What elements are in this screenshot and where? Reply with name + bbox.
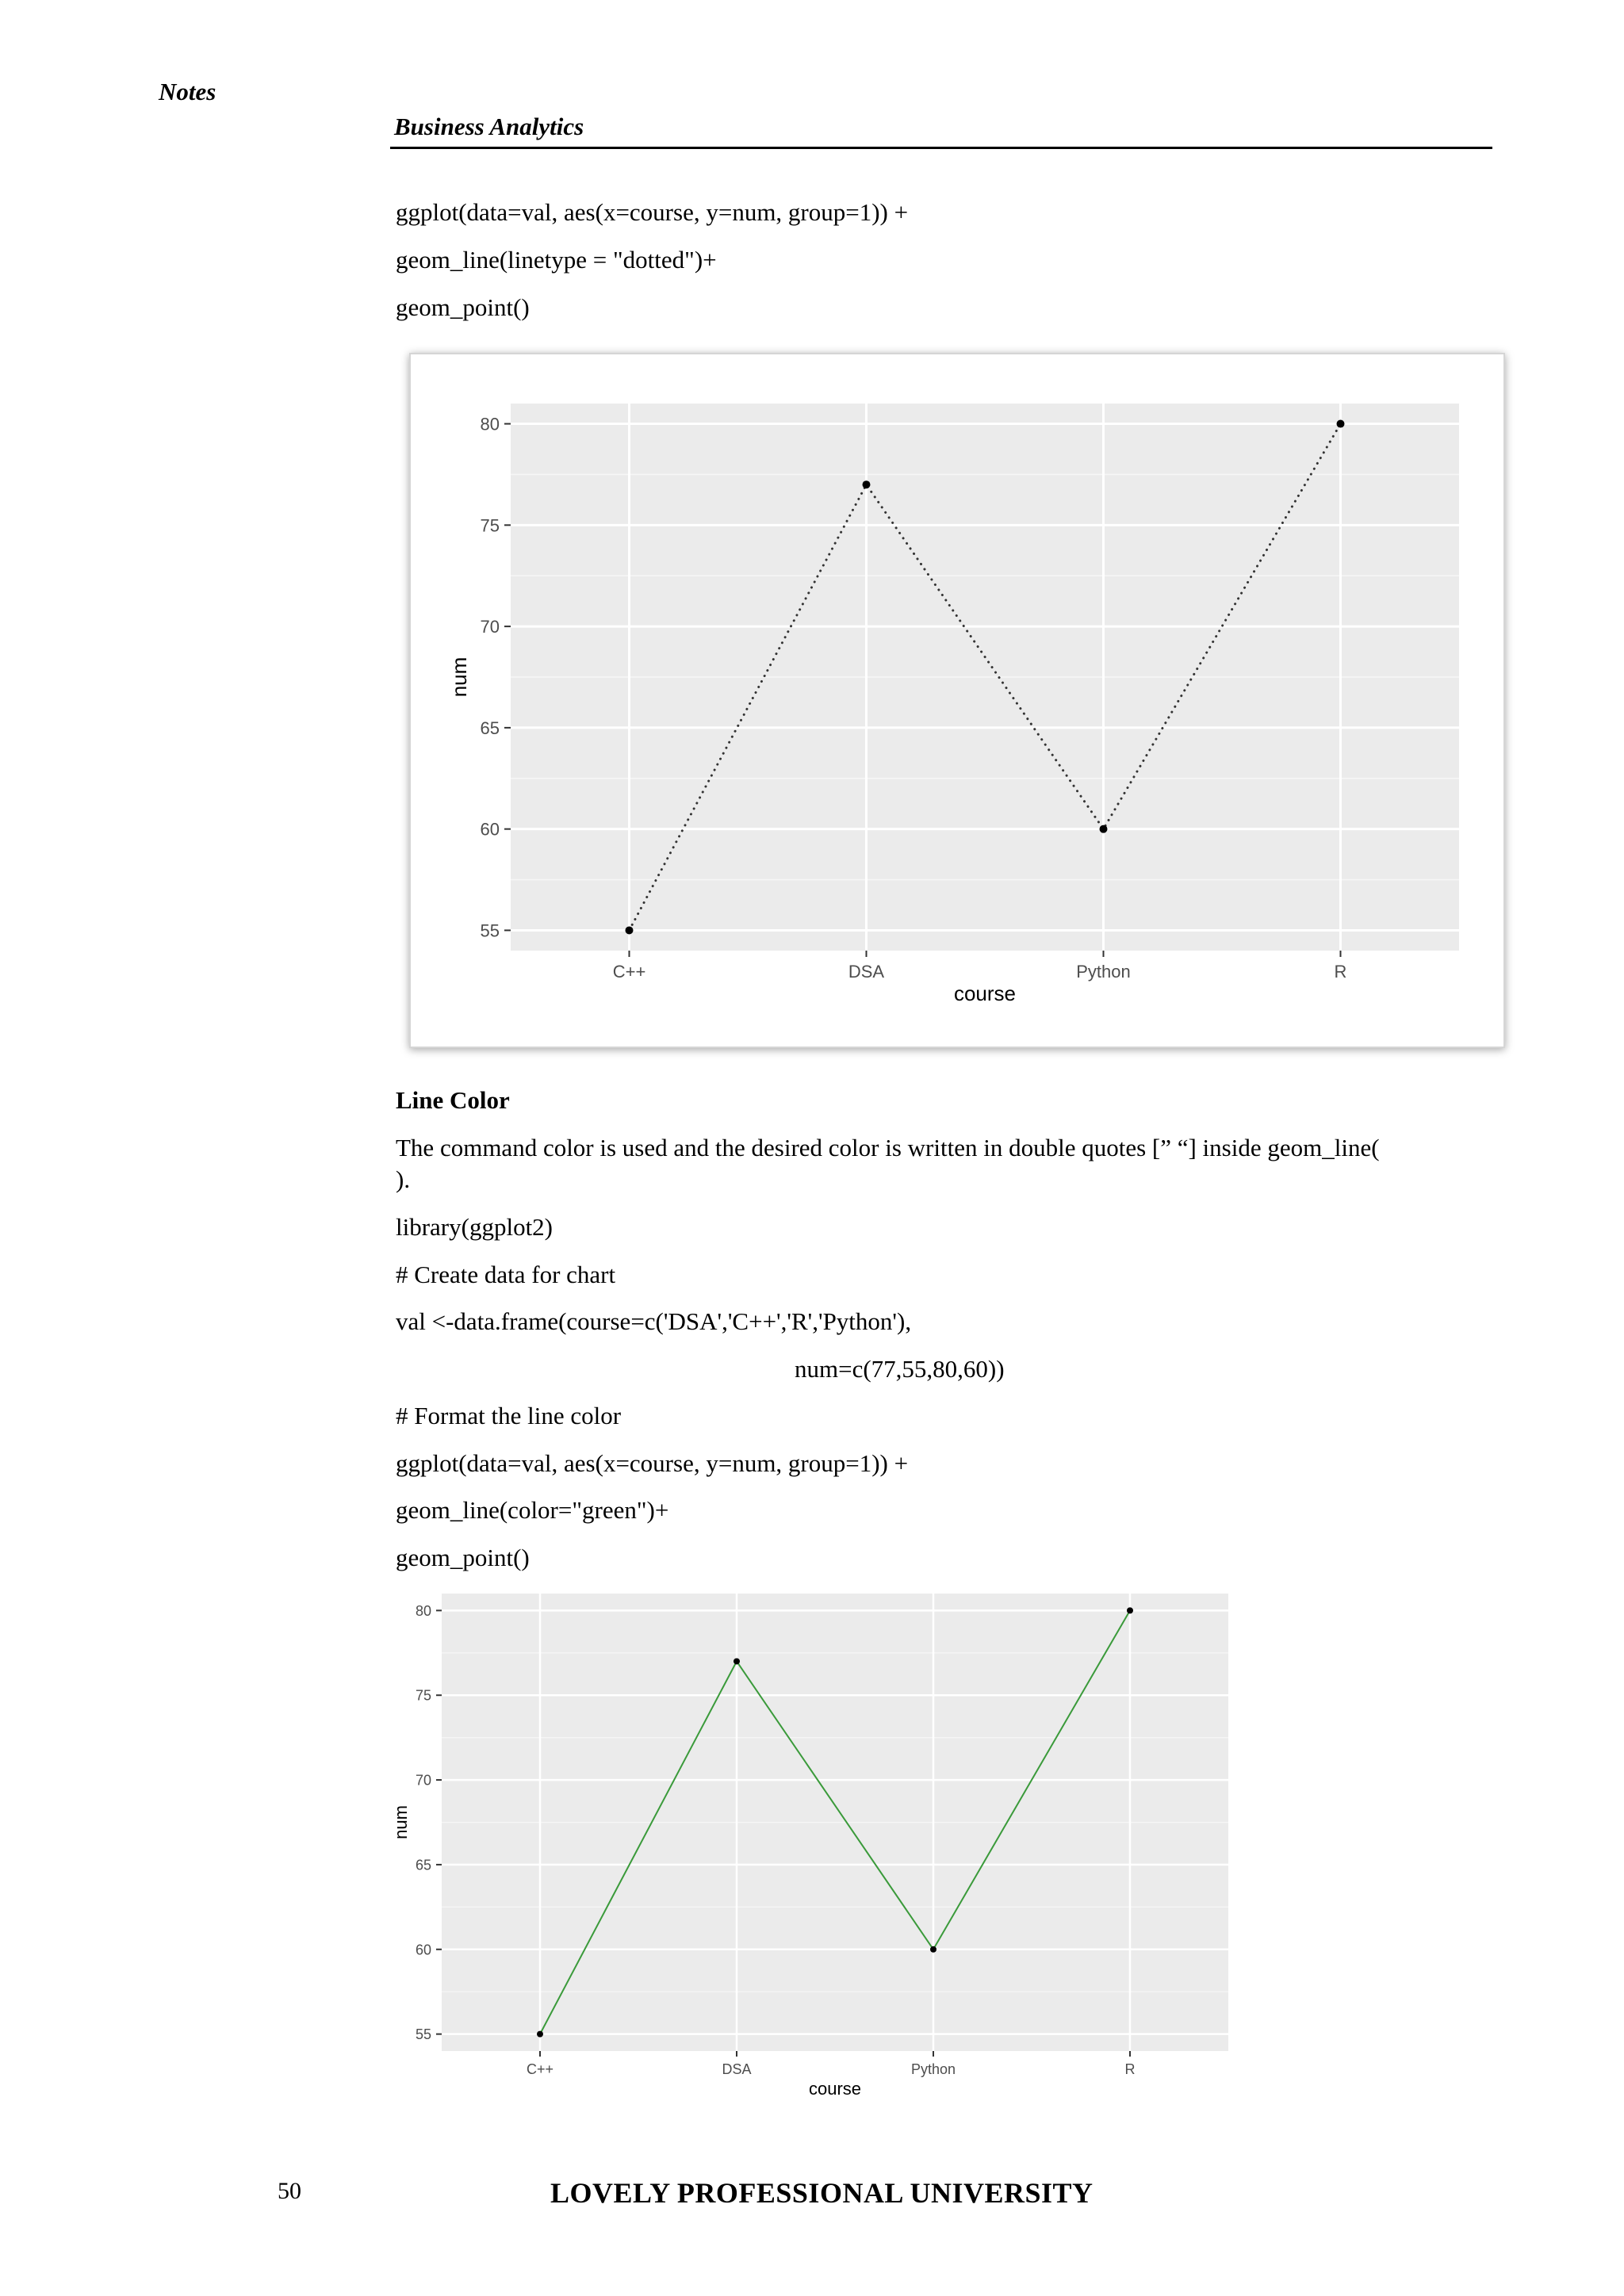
y-tick-label: 65 xyxy=(480,718,500,738)
notes-label: Notes xyxy=(159,78,216,105)
data-point xyxy=(1100,825,1108,833)
y-tick-label: 55 xyxy=(415,2026,431,2043)
data-point xyxy=(930,1946,936,1953)
data-point xyxy=(1337,420,1345,428)
footer-university: LOVELY PROFESSIONAL UNIVERSITY xyxy=(550,2177,1094,2209)
y-tick-label: 70 xyxy=(415,1772,431,1789)
page-number: 50 xyxy=(278,2178,301,2204)
y-tick-label: 55 xyxy=(480,920,500,941)
code-line: geom_line(color="green")+ xyxy=(396,1496,669,1524)
code-line: ggplot(data=val, aes(x=course, y=num, group=1)) + xyxy=(396,1449,909,1477)
x-axis-title: course xyxy=(953,982,1017,1005)
y-tick-label: 80 xyxy=(480,414,500,434)
x-tick-label: R xyxy=(1124,2061,1136,2077)
x-tick-label: C++ xyxy=(612,962,646,982)
y-tick-label: 70 xyxy=(480,617,500,637)
x-tick-label: Python xyxy=(1076,962,1131,982)
code-line: geom_line(linetype = "dotted")+ xyxy=(396,246,717,274)
x-tick-label: DSA xyxy=(722,2061,752,2077)
code-line: num=c(77,55,80,60)) xyxy=(795,1355,1005,1383)
green-line-chart-figure xyxy=(391,1578,1236,2101)
green-line-chart xyxy=(391,1578,1236,2101)
y-tick-label: 60 xyxy=(415,1942,431,1958)
y-tick-label: 75 xyxy=(480,515,500,536)
dotted-line-chart-figure xyxy=(409,353,1505,1048)
y-tick-label: 75 xyxy=(415,1687,431,1704)
x-tick-label: R xyxy=(1334,962,1347,982)
header-rule xyxy=(390,147,1492,149)
code-line: val <-data.frame(course=c('DSA','C++','R','Python'), xyxy=(396,1307,912,1335)
y-tick-label: 60 xyxy=(480,819,500,840)
running-head: Business Analytics xyxy=(394,113,584,140)
x-axis-title: course xyxy=(808,2079,862,2099)
code-line: # Create data for chart xyxy=(396,1261,616,1288)
paragraph-line: The command color is used and the desired color is written in double quotes [” “] inside geom_line( xyxy=(396,1134,1380,1161)
x-tick-label: DSA xyxy=(848,962,885,982)
code-line: ggplot(data=val, aes(x=course, y=num, group=1)) + xyxy=(396,198,909,226)
data-point xyxy=(863,480,871,488)
y-tick-label: 80 xyxy=(415,1602,431,1619)
data-point xyxy=(626,926,634,934)
x-tick-label: C++ xyxy=(526,2061,554,2077)
section-heading: Line Color xyxy=(396,1086,510,1114)
code-line: geom_point() xyxy=(396,1544,530,1571)
dotted-line-chart xyxy=(411,354,1503,1047)
data-point xyxy=(733,1658,740,1664)
data-point xyxy=(1127,1607,1133,1613)
code-line: library(ggplot2) xyxy=(396,1213,553,1241)
data-point xyxy=(537,2031,543,2038)
y-axis-title: num xyxy=(447,656,471,698)
code-line: # Format the line color xyxy=(396,1402,622,1429)
paragraph-line: ). xyxy=(396,1165,411,1193)
code-line: geom_point() xyxy=(396,293,530,321)
y-axis-title: num xyxy=(391,1805,411,1839)
y-tick-label: 65 xyxy=(415,1857,431,1873)
x-tick-label: Python xyxy=(910,2061,956,2077)
